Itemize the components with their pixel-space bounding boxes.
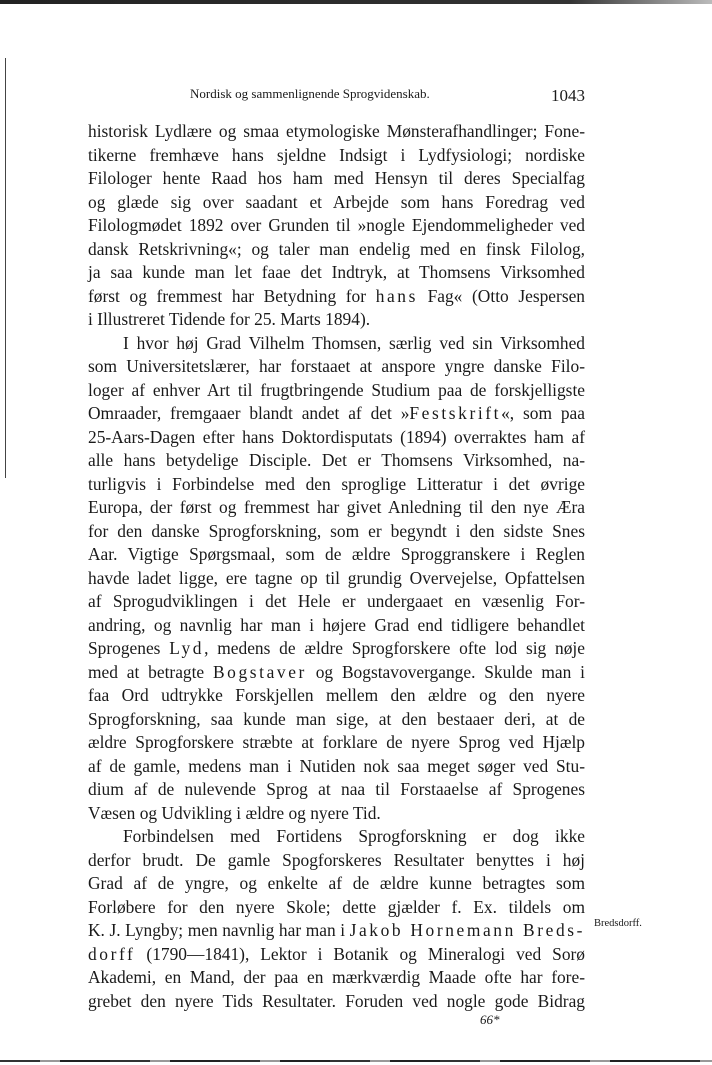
text-segment: Filologer hente Raad hos ham med Hensyn til deres Specialfag <box>88 168 585 188</box>
body-text <box>88 120 585 1013</box>
text-segment: dium af de nulevende Sprog at naa til Forstaaelse af Sprogenes <box>88 779 585 799</box>
text-segment: af Sprogudviklingen i det Hele er undergaaet en væsenlig For- <box>88 591 585 611</box>
text-segment: for den danske Sprogforskning, som er begyndt i den sidste Snes <box>88 520 585 541</box>
text-line <box>88 849 585 873</box>
text-segment: Filologmødet 1892 over Grunden til »nogle Ejendommeligheder ved <box>88 215 585 235</box>
text-line <box>88 144 585 168</box>
text-segment: Akademi, en Mand, der paa en mærkværdig Maade ofte har fore- <box>88 967 585 987</box>
text-line <box>88 614 585 638</box>
text-segment: Grad af de yngre, og enkelte af de ældre kunne betragtes som <box>88 873 585 893</box>
text-segment: med at betragte <box>88 661 213 682</box>
text-segment: grebet den nyere Tids Resultater. Foruden ved nogle gode Bidrag <box>88 990 585 1011</box>
text-segment: Omraader, fremgaaer blandt andet af det » <box>88 403 410 423</box>
text-segment: alle hans betydelige Disciple. Det er Thomsens Virksomhed, na- <box>88 450 585 470</box>
text-line <box>88 426 585 450</box>
spaced-emphasis: dorff <box>88 943 136 964</box>
spaced-emphasis: Bogstaver <box>212 661 307 682</box>
text-line <box>88 708 585 732</box>
text-line <box>88 449 585 473</box>
spaced-emphasis: Lyd <box>169 638 205 658</box>
text-segment: «, som paa <box>501 403 585 423</box>
text-line <box>88 919 585 943</box>
text-segment: I hvor høj Grad Vilhelm Thomsen, særlig ved sin Virksomhed <box>123 332 585 353</box>
scan-bottom-edge <box>0 1060 712 1062</box>
text-line <box>88 191 585 215</box>
page-number: 1043 <box>551 86 585 105</box>
text-line <box>88 214 585 238</box>
text-line <box>88 966 585 990</box>
text-line <box>88 755 585 779</box>
running-title: Nordisk og sammenlignende Sprogvidenskab. <box>190 86 430 101</box>
text-line <box>88 778 585 802</box>
text-line <box>88 308 585 332</box>
text-segment: Væsen og Udvikling i ældre og nyere Tid. <box>88 802 381 823</box>
text-line <box>88 520 585 544</box>
text-line <box>88 473 585 497</box>
text-segment: i Illustreret Tidende for 25. Marts 1894). <box>88 309 371 329</box>
text-line <box>88 543 585 567</box>
text-segment: andring, og navnlig har man i højere Grad end tidligere behandlet <box>88 614 585 635</box>
text-segment: tikerne fremhæve hans sjeldne Indsigt i Lydfysiologi; nordiske <box>88 144 585 165</box>
text-segment: , medens de ældre Sprogforskere ofte lod sig nøje <box>204 638 585 658</box>
signature-mark: 66* <box>480 1012 500 1027</box>
text-line <box>88 167 585 191</box>
text-line <box>88 590 585 614</box>
text-segment: Europa, der først og fremmest har givet Anledning til den nye Æra <box>88 497 585 517</box>
text-segment: Forløbere for den nyere Skole; dette gjælder f. Ex. tildels om <box>88 896 585 917</box>
text-line <box>88 402 585 426</box>
margin-note: Bredsdorff. <box>594 918 642 929</box>
text-segment: 25-Aars-Dagen efter hans Doktordisputats (1894) overraktes ham af <box>88 426 585 447</box>
text-line <box>88 684 585 708</box>
spaced-emphasis: Jakob Hornemann Breds- <box>349 920 585 940</box>
text-segment: turligvis i Forbindelse med den sproglige Litteratur i det øvrige <box>88 473 585 494</box>
text-line <box>88 872 585 896</box>
text-line <box>88 943 585 967</box>
text-segment: Forbindelsen med Fortidens Sprogforskning er dog ikke <box>123 826 585 846</box>
text-segment: ældre Sprogforskere stræbte at forklare de nyere Sprog ved Hjælp <box>88 732 585 752</box>
text-segment: først og fremmest har Betydning for <box>88 285 376 306</box>
text-line <box>88 261 585 285</box>
text-line <box>88 661 585 685</box>
text-segment: Sprogforskning, saa kunde man sige, at den bestaaer deri, at de <box>88 708 585 729</box>
text-segment: faa Ord udtrykke Forskjellen mellem den ældre og den nyere <box>88 685 585 705</box>
text-line <box>88 825 585 849</box>
text-line <box>88 567 585 591</box>
text-line <box>88 120 585 144</box>
text-segment: K. J. Lyngby; men navnlig har man i <box>88 920 350 940</box>
spaced-emphasis: Festskrift <box>409 403 502 423</box>
text-segment: Sprogenes <box>88 638 170 658</box>
text-segment: af de gamle, medens man i Nutiden nok saa meget søger ved Stu- <box>88 755 585 776</box>
text-segment: ja saa kunde man let faae det Indtryk, at Thomsens Virksomhed <box>88 262 585 282</box>
text-segment: havde ladet ligge, ere tagne op til grundig Overvejelse, Opfattelsen <box>88 567 585 588</box>
text-line <box>88 332 585 356</box>
text-line <box>88 496 585 520</box>
text-segment: og Bogstavovergange. Skulde man i <box>306 661 585 682</box>
text-line <box>88 731 585 755</box>
text-line <box>88 238 585 262</box>
text-line <box>88 802 585 826</box>
scan-top-edge <box>0 0 712 4</box>
text-segment: derfor brudt. De gamle Spogforskeres Resultater benyttes i høj <box>88 849 585 870</box>
text-segment: dansk Retskrivning«; og taler man endelig med en finsk Filolog, <box>88 238 585 259</box>
text-segment: (1790—1841), Lektor i Botanik og Mineralogi ved Sorø <box>135 943 585 964</box>
text-segment: som Universitetslærer, har forstaaet at anspore yngre danske Filo- <box>88 356 585 376</box>
text-segment: Aar. Vigtige Spørgsmaal, som de ældre Sproggranskere i Reglen <box>88 544 585 564</box>
text-line <box>88 896 585 920</box>
text-line <box>88 379 585 403</box>
text-line <box>88 990 585 1014</box>
scan-left-edge <box>5 58 6 478</box>
text-segment: loger af enhver Art til frugtbringende Studium paa de forskjelligste <box>88 379 585 400</box>
text-line <box>88 355 585 379</box>
text-line <box>88 285 585 309</box>
text-segment: historisk Lydlære og smaa etymologiske Mønsterafhandlinger; Fone- <box>88 121 585 141</box>
text-line <box>88 637 585 661</box>
text-segment: og glæde sig over saadant et Arbejde som hans Foredrag ved <box>88 191 585 212</box>
text-segment: Fag« (Otto Jespersen <box>417 285 585 306</box>
page-header <box>88 86 585 106</box>
spaced-emphasis: hans <box>375 285 418 306</box>
